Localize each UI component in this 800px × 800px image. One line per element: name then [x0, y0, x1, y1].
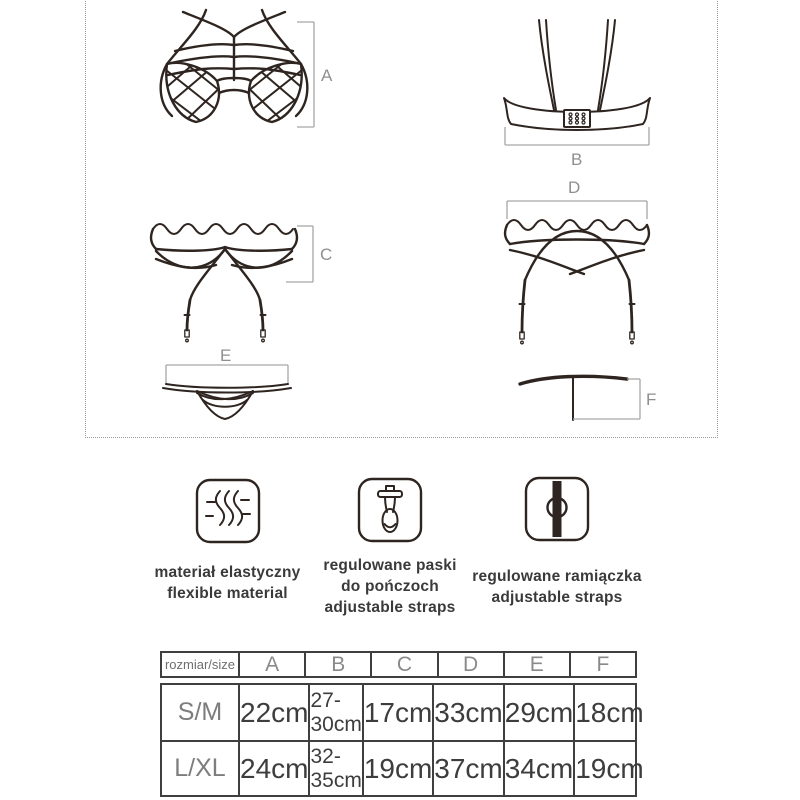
table-cell: 18cm: [573, 685, 643, 740]
column-header-b: B: [304, 653, 370, 676]
table-cell: 32-35cm: [308, 742, 361, 795]
garter-belt-back-drawing: [498, 176, 663, 348]
size-table: [160, 651, 644, 797]
feature-flexible-material: [130, 476, 325, 604]
feature-text-line: do pończoch: [341, 578, 439, 595]
column-header-a: A: [238, 653, 304, 676]
feature-text-line: regulowane paski: [323, 557, 457, 574]
measure-label-b: B: [571, 150, 583, 169]
flexible-material-icon: [193, 476, 263, 546]
table-cell: 22cm: [238, 685, 308, 740]
column-header-d: D: [437, 653, 503, 676]
measure-label-a: A: [321, 66, 333, 85]
thong-back-drawing: [516, 367, 666, 427]
column-header-f: F: [569, 653, 635, 676]
size-table-header: [160, 651, 637, 678]
measure-label-c: C: [320, 245, 333, 264]
feature-adjustable-straps: [462, 474, 652, 608]
bra-front-drawing: [150, 6, 345, 141]
table-cell: 17cm: [362, 685, 432, 740]
column-header-e: E: [503, 653, 569, 676]
table-cell: 19cm: [573, 742, 643, 795]
size-row-lxl: [162, 740, 644, 795]
measure-label-f: F: [646, 390, 657, 409]
garter-clips: [185, 330, 265, 342]
table-cell: 24cm: [238, 742, 308, 795]
corner-label: rozmiar/size: [164, 657, 236, 672]
measure-label-e: E: [220, 346, 232, 365]
panties-outline: [163, 384, 291, 419]
feature-text-line: materiał elastyczny: [154, 564, 301, 581]
strap-slider-icon: [521, 474, 593, 544]
size-label: S/M: [177, 698, 223, 726]
feature-text-line: flexible material: [167, 585, 288, 602]
garter-clip-icon: [355, 475, 425, 545]
table-cell: 37cm: [432, 742, 502, 795]
measure-bracket-e: [166, 365, 288, 383]
column-header-c: C: [370, 653, 436, 676]
feature-text-line: regulowane ramiączka: [472, 568, 642, 585]
table-cell: 27-30cm: [308, 685, 361, 740]
bra-back-outline: [504, 20, 650, 130]
garter-front-outline: [151, 224, 297, 342]
garter-belt-front-drawing: [146, 212, 346, 347]
measure-label-d: D: [568, 178, 581, 197]
table-cell: 29cm: [503, 685, 573, 740]
panties-drawing: [162, 344, 297, 429]
measure-bracket-f: [573, 379, 640, 419]
table-cell: 19cm: [362, 742, 432, 795]
size-row-sm: [162, 685, 644, 740]
bra-front-outline: [152, 10, 316, 128]
feature-text-line: adjustable straps: [324, 599, 456, 616]
table-cell: 33cm: [432, 685, 502, 740]
bra-back-drawing: [498, 14, 673, 169]
garter-clips: [520, 332, 634, 344]
thong-back-outline: [520, 376, 627, 420]
size-label: L/XL: [174, 754, 226, 782]
measure-bracket-d: [507, 201, 647, 219]
size-table-body: [160, 683, 644, 797]
table-cell: 34cm: [503, 742, 573, 795]
feature-garter-straps: [315, 475, 465, 618]
feature-text-line: adjustable straps: [491, 589, 623, 606]
garter-back-outline: [505, 220, 649, 344]
